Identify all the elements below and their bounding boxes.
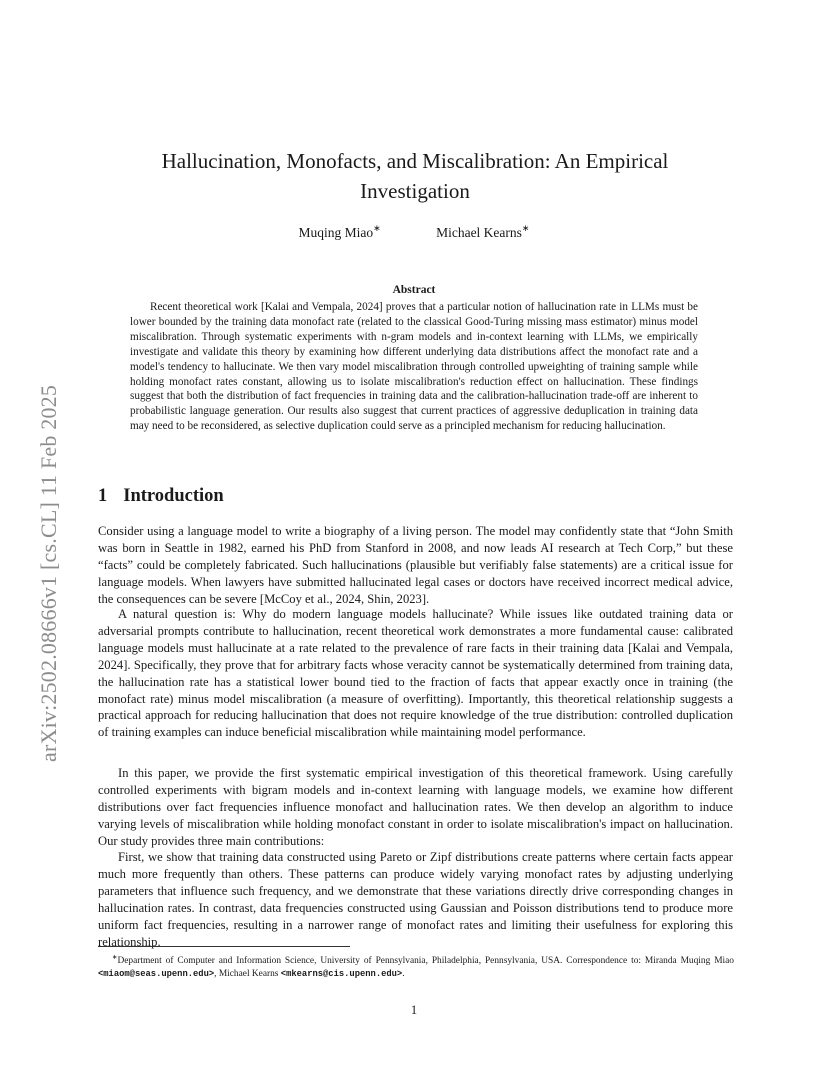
footnote-text: . <box>402 969 405 980</box>
author <box>299 223 381 241</box>
section-title: Introduction <box>123 486 224 506</box>
email-link[interactable]: <miaom@seas.upenn.edu> <box>98 969 215 980</box>
paper-title: Hallucination, Monofacts, and Miscalibration: An Empirical Investigation <box>161 149 669 203</box>
author-footnote-mark: ∗ <box>373 223 381 233</box>
author <box>436 223 529 241</box>
author-list <box>0 223 828 241</box>
footnote <box>98 951 734 981</box>
body-paragraph: First, we show that training data constructed using Pareto or Zipf distributions create patterns where certain facts appear much more frequently than others. These patterns can produce widely varying monofact rates by adjusting underlying parameters that influence such frequency, and we demonstrate that these variations directly drive corresponding changes in hallucination rates. In contrast, data frequencies constructed using Gaussian and Poisson distributions tend to produce more uniform fact frequencies, resulting in a narrower range of monofact rates and limiting their usefulness for exploring this relationship. <box>98 850 733 949</box>
page-number: 1 <box>410 1003 418 1017</box>
footnote-text: , Michael Kearns <box>214 969 281 980</box>
body-paragraph: Consider using a language model to write a biography of a living person. The model may confidently state that “John Smith was born in Seattle in 1982, earned his PhD from Stanford in 2008, and now leads AI research at Tech Corp,” but these “facts” could be completely fabricated. Such hallucinations (plausible but verifiably false statements) are a critical issue for language models. When lawyers have submitted hallucinated legal cases or doctors have received incorrect medical advice, the consequences can be severe [McCoy et al., 2024, Shin, 2023]. <box>98 524 733 606</box>
author-name: Michael Kearns <box>436 224 522 240</box>
footnote-mark: ∗ <box>112 954 118 961</box>
arxiv-identifier-stamp: arXiv:2502.08666v1 [cs.CL] 11 Feb 2025 <box>36 384 61 762</box>
section-heading <box>98 486 224 507</box>
abstract-text: Recent theoretical work [Kalai and Vempala, 2024] proves that a particular notion of hallucination rate in LLMs must be lower bounded by the training data monofact rate (related to the classical Good-Turing missing mass estimator) minus model miscalibration. Through systematic experiments with n-gram models and in-context learning with LLMs, we empirically investigate and validate this theory by examining how different underlying data distributions affect the monofact rate and a model's tendency to hallucinate. We then vary model miscalibration through controlled upweighting of training sample while holding monofact rates constant, allowing us to isolate miscalibration's reduction effect on hallucination. These findings suggest that both the distribution of fact frequencies in training data and the calibration-hallucination trade-off are inherent to probabilistic language generation. Our results also suggest that current practices of aggressive deduplication in training data may need to be reconsidered, as selective duplication could serve as a principled mechanism for reducing hallucination. <box>130 301 698 433</box>
footnote-divider <box>98 946 350 947</box>
author-footnote-mark: ∗ <box>521 223 530 233</box>
section-number: 1 <box>98 486 108 506</box>
email-link[interactable]: <mkearns@cis.upenn.edu> <box>280 969 403 980</box>
author-name: Muqing Miao <box>298 224 374 240</box>
abstract-heading: Abstract <box>392 284 436 296</box>
footnote-text: Department of Computer and Information Science, University of Pennsylvania, Philadelphia, Pennsylvania, USA. Correspondence to: Miranda Muqing Miao <box>117 956 734 967</box>
body-paragraph: In this paper, we provide the first systematic empirical investigation of this theoretical framework. Using carefully controlled experiments with bigram models and in-context learning with language models, we examine how different distributions over fact frequencies influence monofact and hallucination rates. We then develop an algorithm to induce varying levels of miscalibration while holding monofact constant in order to isolate miscalibration's impact on hallucination. Our study provides three main contributions: <box>98 766 733 848</box>
body-paragraph: A natural question is: Why do modern language models hallucinate? While issues like outdated training data or adversarial prompts contribute to hallucination, recent theoretical work demonstrates a more fundamental cause: calibrated language models must hallucinate at a rate related to the prevalence of rare facts in their training data [Kalai and Vempala, 2024]. Specifically, they prove that for arbitrary facts whose veracity cannot be systematically determined from training data, the hallucination rate has a statistical lower bound tied to the fraction of facts that appear exactly once in training (the monofact rate) minus model miscalibration (a measure of overfitting). Importantly, this theoretical relationship suggests a practical approach for reducing hallucination that does not require knowledge of the true distribution: controlled duplication of training examples can induce beneficial miscalibration while maintaining model performance. <box>98 607 733 740</box>
